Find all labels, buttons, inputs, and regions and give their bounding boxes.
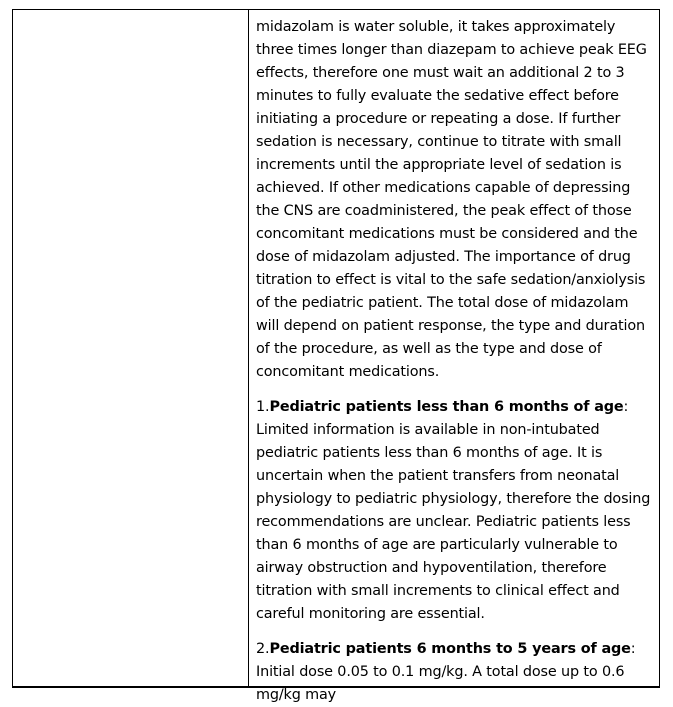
item-1-number: 1. <box>256 399 270 415</box>
paragraph-titration <box>256 16 653 384</box>
item-2-body: : Initial dose 0.05 to 0.1 mg/kg. A total dose up to 0.6 mg/kg may <box>256 641 636 703</box>
table-left-cell <box>13 10 249 686</box>
item-2-number: 2. <box>256 641 270 657</box>
paragraph-6-months-to-5-years <box>256 638 653 707</box>
item-2-heading: Pediatric patients 6 months to 5 years of age <box>269 641 631 657</box>
item-1-heading: Pediatric patients less than 6 months of age <box>269 399 624 415</box>
document-table <box>12 9 660 703</box>
table-right-cell <box>249 10 659 703</box>
paragraph-under-6-months <box>256 396 653 626</box>
paragraph-titration-text: midazolam is water soluble, it takes approximately three times longer than diazepam to achieve peak EEG effects, therefore one must wait an additional 2 to 3 minutes to fully evaluate the sedative effect before initiating a procedure or repeating a dose. If further sedation is necessary, continue to titrate with small increments until the appropriate level of sedation is achieved. If other medications capable of depressing the CNS are coadministered, the peak effect of those concomitant medications must be considered and the dose of midazolam adjusted. The importance of drug titration to effect is vital to the safe sedation/anxiolysis of the pediatric patient. The total dose of midazolam will depend on patient response, the type and duration of the procedure, as well as the type and dose of concomitant medications. <box>256 19 647 380</box>
item-1-body: : Limited information is available in non-intubated pediatric patients less than 6 months of age. It is uncertain when the patient transfers from neonatal physiology to pediatric physiology, therefore the dosing recommendations are unclear. Pediatric patients less than 6 months of age are particularly vulnerable to airway obstruction and hypoventilation, therefore titration with small increments to clinical effect and careful monitoring are essential. <box>256 399 651 622</box>
